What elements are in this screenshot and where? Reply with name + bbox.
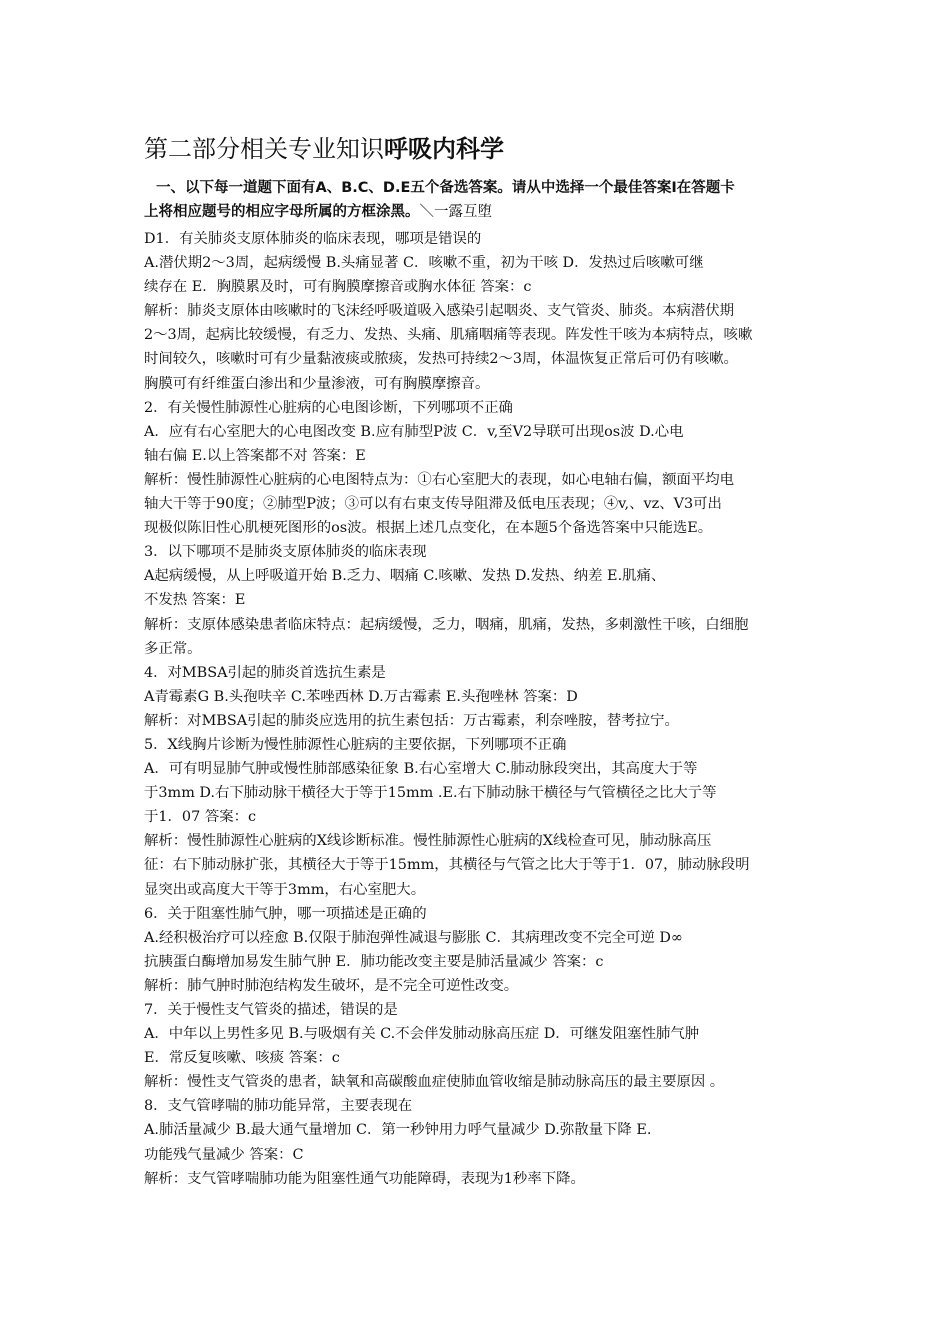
text-line: 5．X线胸片诊断为慢性肺源性心脏病的主要依据，下列哪项不正确 <box>144 736 567 753</box>
text-line: A青霉素G B.头孢呋辛 C.苯唑西林 D.万古霉素 E.头孢唑林 答案：D <box>144 688 578 705</box>
text-line: A起病缓慢，从上呼吸道开始 B.乏力、咽痛 C.咳嗽、发热 D.发热、纳差 E.肌痛、 <box>144 568 666 585</box>
instruction-mark: ＼一露互堕 <box>419 204 492 220</box>
text-line: 续存在 E．胸膜累及时，可有胸膜摩擦音或胸水体征 答案：c <box>144 279 532 296</box>
text-line: 轴右偏 E.以上答案都不对 答案：E <box>144 447 366 464</box>
text-line: 解析：慢性肺源性心脏病的X线诊断标准。慢性肺源性心脏病的X线检查可见，肺动脉高压 <box>144 833 712 850</box>
text-line: A．应有右心室肥大的心电图改变 B.应有肺型P波 C．v,至V2导联可出现os波 D.心电 <box>144 423 684 440</box>
text-line: 轴大干等于90度；②肺型P波；③可以有右東支传导阻滞及低电压表现；④v,、vz、V3可出 <box>144 496 722 513</box>
text-line: 抗胰蛋白酶增加易发生肺气肿 E．肺功能改变主要是肺活量减少 答案：c <box>144 953 604 970</box>
instruction-text: 上将相应题号的相应字母所属的方框涂黑。 <box>144 204 420 220</box>
text-line: 解析：肺气肿时肺泡结构发生破坏，是不完全可逆性改变。 <box>144 977 519 994</box>
page-title-part2: 呼吸内科学 <box>384 135 504 163</box>
text-line: 解析：慢性支气管炎的患者，缺氧和高碳酸血症使肺血管收缩是肺动脉高压的最主要原因 。 <box>144 1074 725 1091</box>
text-line: 6．关于阻塞性肺气肿，哪一项描述是正确的 <box>144 905 427 922</box>
text-line: 解析：慢性肺源性心脏病的心电图特点为：①右心室肥大的表现，如心电轴右偏，额面平均电 <box>144 471 735 488</box>
text-line: 8．支气管哮喘的肺功能异常，主要表现在 <box>144 1098 413 1115</box>
section-instruction <box>144 176 814 224</box>
text-line: E．常反复咳嗽、咳痰 答案：c <box>144 1050 340 1067</box>
text-line: 于1．07 答案：c <box>144 809 257 826</box>
text-line: 多正常。 <box>144 640 202 657</box>
text-line: A.经积极治疗可以痊愈 B.仅限于肺泡弹性减退与膨胀 C．其病理改变不完全可逆 D∞ <box>144 929 683 946</box>
text-line: A．中年以上男性多见 B.与吸烟有关 C.不会伴发肺动脉高压症 D．可继发阻塞性肺气肿 <box>144 1026 700 1043</box>
text-line: 不发热 答案：E <box>144 592 246 609</box>
text-line: 于3mm D.右下肺动脉干横径大于等于15mm .E.右下肺动脉干横径与气管横径之比大亍等 <box>144 785 717 802</box>
text-line: D1．有关肺炎支原体肺炎的临床表现，哪项是错误的 <box>144 231 482 247</box>
text-line: 胸膜可有纤维蛋白渗出和少量渗液，可有胸膜摩擦音。 <box>144 375 490 392</box>
text-line: 解析：肺炎支原体由咳嗽时的飞沫经呼吸道吸入感染引起咽炎、支气管炎、肺炎。本病潜伏期 <box>144 303 735 320</box>
text-line: 4．对MBSA引起的肺炎首选抗生素是 <box>144 664 386 681</box>
page-title-part1: 第二部分相关专业知识 <box>144 135 384 163</box>
instruction-line: 一、以下每一道题下面有A、B.C、D.E五个备选答案。请从中选择一个最佳答案I在答题卡 <box>156 180 735 196</box>
text-line: 解析：支原体感染患者临床特点：起病缓慢，乏力，咽痛，肌痛，发热，多刺激性干咳，白细胞 <box>144 616 749 633</box>
text-line: 显突出或高度大干等于3mm，右心室肥大。 <box>144 881 426 898</box>
text-line: 时间较久，咳嗽时可有少量黏液痰或脓痰，发热可持续2～3周，体温恢复正常后可仍有咳嗽。 <box>144 351 738 368</box>
text-line: A.潜伏期2～3周，起病缓慢 B.头痛显著 C．咳嗽不重，初为干咳 D．发热过后咳嗽可继 <box>144 255 704 272</box>
question-list <box>144 227 824 1191</box>
text-line: 2～3周，起病比较缓慢，有乏力、发热、头痛、肌痛咽痛等表现。阵发性干咳为本病特点，咳嗽 <box>144 327 753 344</box>
text-line: 解析：对MBSA引起的肺炎应选用的抗生素包括：万古霉素，利奈唑胺，替考拉宁。 <box>144 712 679 729</box>
text-line: 3．以下哪项不是肺炎支原体肺炎的临床表现 <box>144 544 427 561</box>
text-line: 7．关于慢性支气管炎的描述，错误的是 <box>144 1002 398 1018</box>
text-line: A.肺活量减少 B.最大通气量增加 C．第一秒钟用力呼气量减少 D.弥散量下降 E. <box>144 1122 652 1139</box>
text-line: 征：右下肺动脉扩张，其横径大于等于15mm，其横径与气管之比大于等于1．07，肺动脉段明 <box>144 857 750 874</box>
text-line: 现极似陈旧性心肌梗死图形的os波。根据上述几点变化，在本题5个备选答案中只能选E。 <box>144 520 713 537</box>
text-line: 2．有关慢性肺源性心脏病的心电图诊断，下列哪项不正确 <box>144 399 513 416</box>
text-line: A．可有明显肺气肿或慢性肺部感染征象 B.右心室增大 C.肺动脉段突出，其高度大于等 <box>144 761 698 778</box>
text-line: 功能残气量减少 答案：C <box>144 1146 304 1163</box>
instruction-line <box>144 200 814 224</box>
page-title <box>144 132 844 166</box>
text-line: 解析：支气管哮喘肺功能为阻塞性通气功能障碍，表现为1秒率下降。 <box>144 1170 585 1187</box>
